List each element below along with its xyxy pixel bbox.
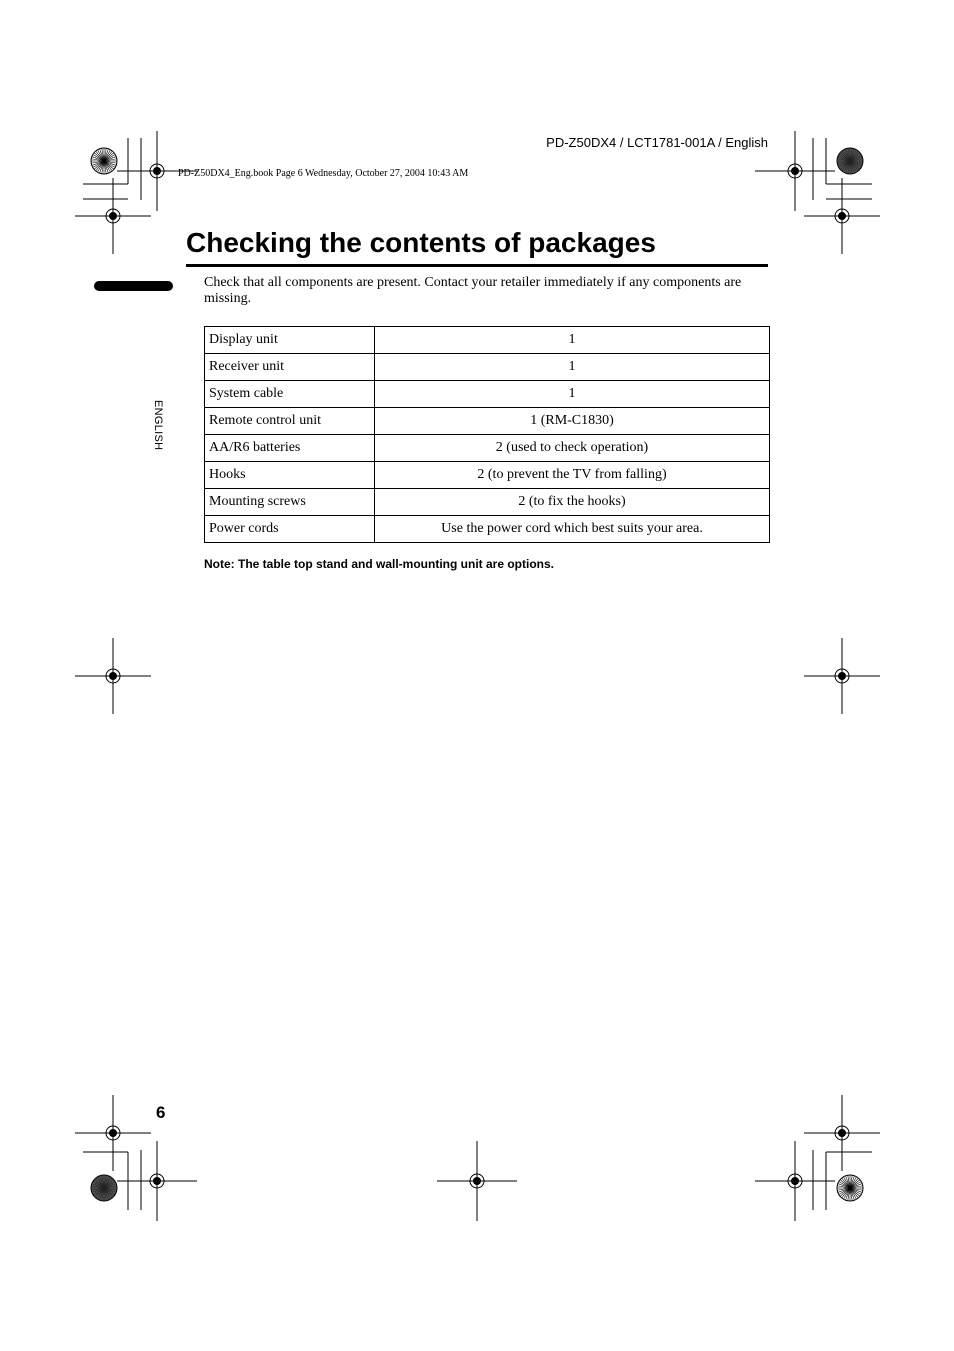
star-target-mark [837,148,863,174]
document-code: PD-Z50DX4 / LCT1781-001A / English [546,135,768,150]
table-row [205,354,770,381]
component-name: Receiver unit [205,354,375,381]
title-underline [186,264,768,267]
registration-mark [804,178,880,254]
registration-mark [804,638,880,714]
component-name: Hooks [205,462,375,489]
table-row [205,381,770,408]
registration-mark [117,1141,197,1221]
registration-mark [75,638,151,714]
table-row [205,435,770,462]
component-quantity: 1 [375,327,770,354]
component-quantity: 1 [375,354,770,381]
language-tab-bar [94,281,173,291]
component-name: Display unit [205,327,375,354]
component-name: AA/R6 batteries [205,435,375,462]
table-row [205,462,770,489]
table-row [205,516,770,543]
component-quantity: Use the power cord which best suits your area. [375,516,770,543]
page-number: 6 [156,1103,166,1122]
component-name: System cable [205,381,375,408]
component-quantity: 1 (RM-C1830) [375,408,770,435]
package-contents-table [204,326,770,543]
registration-mark [75,1095,151,1171]
language-tab-label: ENGLISH [152,400,164,451]
registration-mark [75,178,151,254]
component-quantity: 2 (to fix the hooks) [375,489,770,516]
star-target-mark [837,1175,863,1201]
registration-mark [755,1141,835,1221]
intro-text: Check that all components are present. Contact your retailer immediately if any components are missing. [204,275,742,306]
registration-mark [437,1141,517,1221]
component-quantity: 1 [375,381,770,408]
registration-mark [804,1095,880,1171]
options-note: Note: The table top stand and wall-mounting unit are options. [204,557,554,571]
table-row [205,489,770,516]
component-quantity: 2 (used to check operation) [375,435,770,462]
component-quantity: 2 (to prevent the TV from falling) [375,462,770,489]
table-row [205,408,770,435]
table-row [205,327,770,354]
package-contents-body [205,327,770,543]
component-name: Power cords [205,516,375,543]
book-file-line: PD-Z50DX4_Eng.book Page 6 Wednesday, October 27, 2004 10:43 AM [178,168,469,179]
page-title: Checking the contents of packages [186,227,656,258]
component-name: Mounting screws [205,489,375,516]
star-target-mark [91,148,117,174]
component-name: Remote control unit [205,408,375,435]
star-target-mark [91,1175,117,1201]
